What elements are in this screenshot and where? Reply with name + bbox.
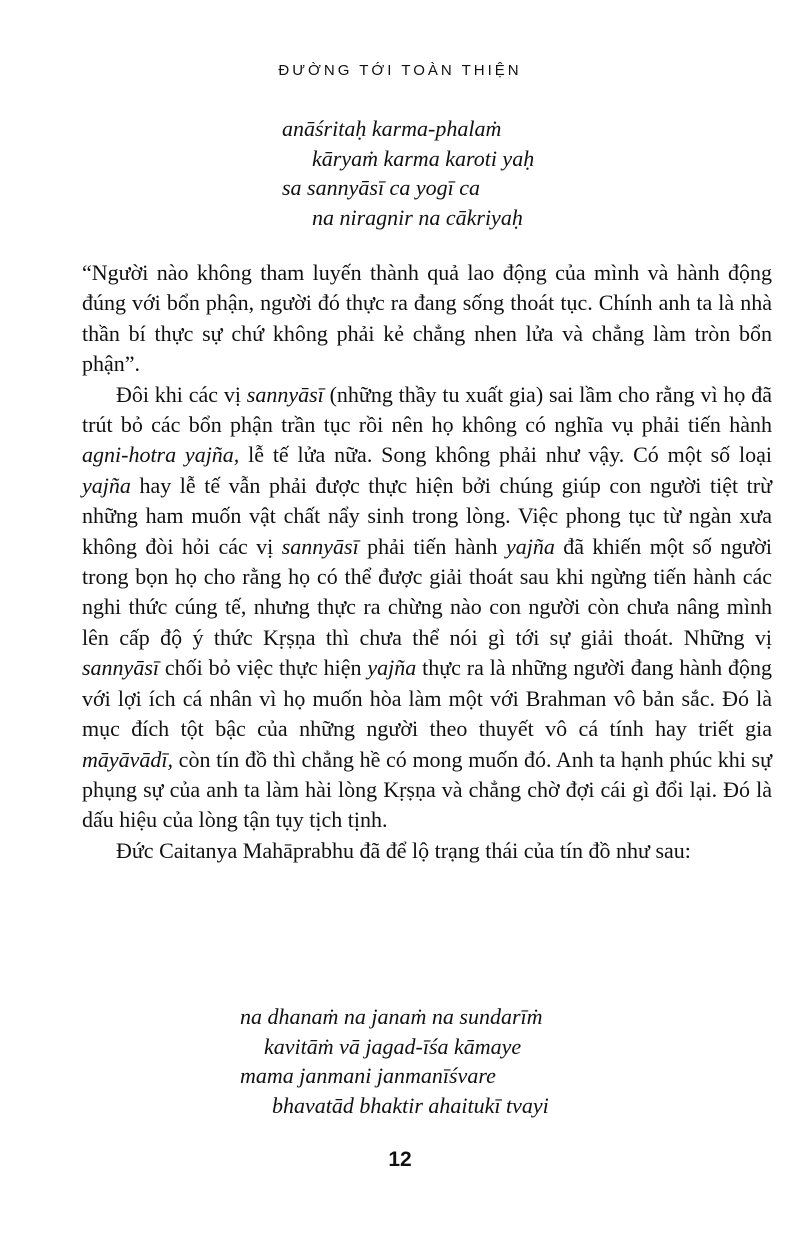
body-text [82,258,772,866]
purport-paragraph: Đôi khi các vị sannyāsī (những thầy tu xuất gia) sai lầm cho rằng vì họ đã trút bỏ các bổn phận trần tục rồi nên họ không có nghĩa vụ phải tiến hành agni-hotra yajña, lễ tế lửa nữa. Song không phải như vậy. Có một số loại yajña hay lễ tế vẫn phải được thực hiện bởi chúng giúp con người tiệt trừ những ham muốn vật chất nẩy sinh trong lòng. Việc phong tục từ ngàn xưa không đòi hỏi các vị sannyāsī phải tiến hành yajña đã khiến một số người trong bọn họ cho rằng họ có thể được giải thoát sau khi ngừng tiến hành các nghi thức cúng tế, nhưng thực ra chừng nào con người còn chưa nâng mình lên cấp độ ý thức Kṛṣṇa thì chưa thể nói gì tới sự giải thoát. Những vị sannyāsī chối bỏ việc thực hiện yajña thực ra là những người đang hành động với lợi ích cá nhân vì họ muốn hòa làm một với Brahman vô bản sắc. Đó là mục đích tột bậc của những người theo thuyết vô cá tính hay triết gia māyāvādī, còn tín đồ thì chẳng hề có mong muốn đó. Anh ta hạnh phúc khi sự phụng sự của anh ta làm hài lòng Kṛṣṇa và chẳng chờ đợi cái gì đổi lại. Đó là dấu hiệu của lòng tận tụy tịch tịnh. [82,381,772,833]
running-header: ĐƯỜNG TỚI TOÀN THIỆN [278,62,522,79]
verse-line: kavitāṁ vā jagad-īśa kāmaye [264,1033,522,1059]
verse-line: na niragnir na cākriyaḥ [312,204,523,230]
sanskrit-verse-1 [282,114,534,232]
verse-line: sa sannyāsī ca yogī ca [282,175,480,200]
verse-line: na dhanaṁ na janaṁ na sundarīṁ [240,1004,543,1029]
verse-line: kāryaṁ karma karoti yaḥ [312,145,535,171]
translation-paragraph: “Người nào không tham luyến thành quả lao động của mình và hành động đúng với bổn phận, người đó thực ra đang sống thoát tục. Chính anh ta là nhà thần bí thực sự chứ không phải kẻ chẳng nhen lửa và chẳng làm tròn bổn phận”. [82,260,772,377]
page-number: 12 [388,1148,412,1171]
caitanya-paragraph: Đức Caitanya Mahāprabhu đã để lộ trạng thái của tín đồ như sau: [116,837,691,863]
verse-line: bhavatād bhaktir ahaitukī tvayi [272,1092,549,1118]
verse-line: mama janmani janmanīśvare [240,1063,496,1088]
verse-line: anāśritaḥ karma-phalaṁ [282,116,502,141]
sanskrit-verse-2 [240,1002,549,1120]
